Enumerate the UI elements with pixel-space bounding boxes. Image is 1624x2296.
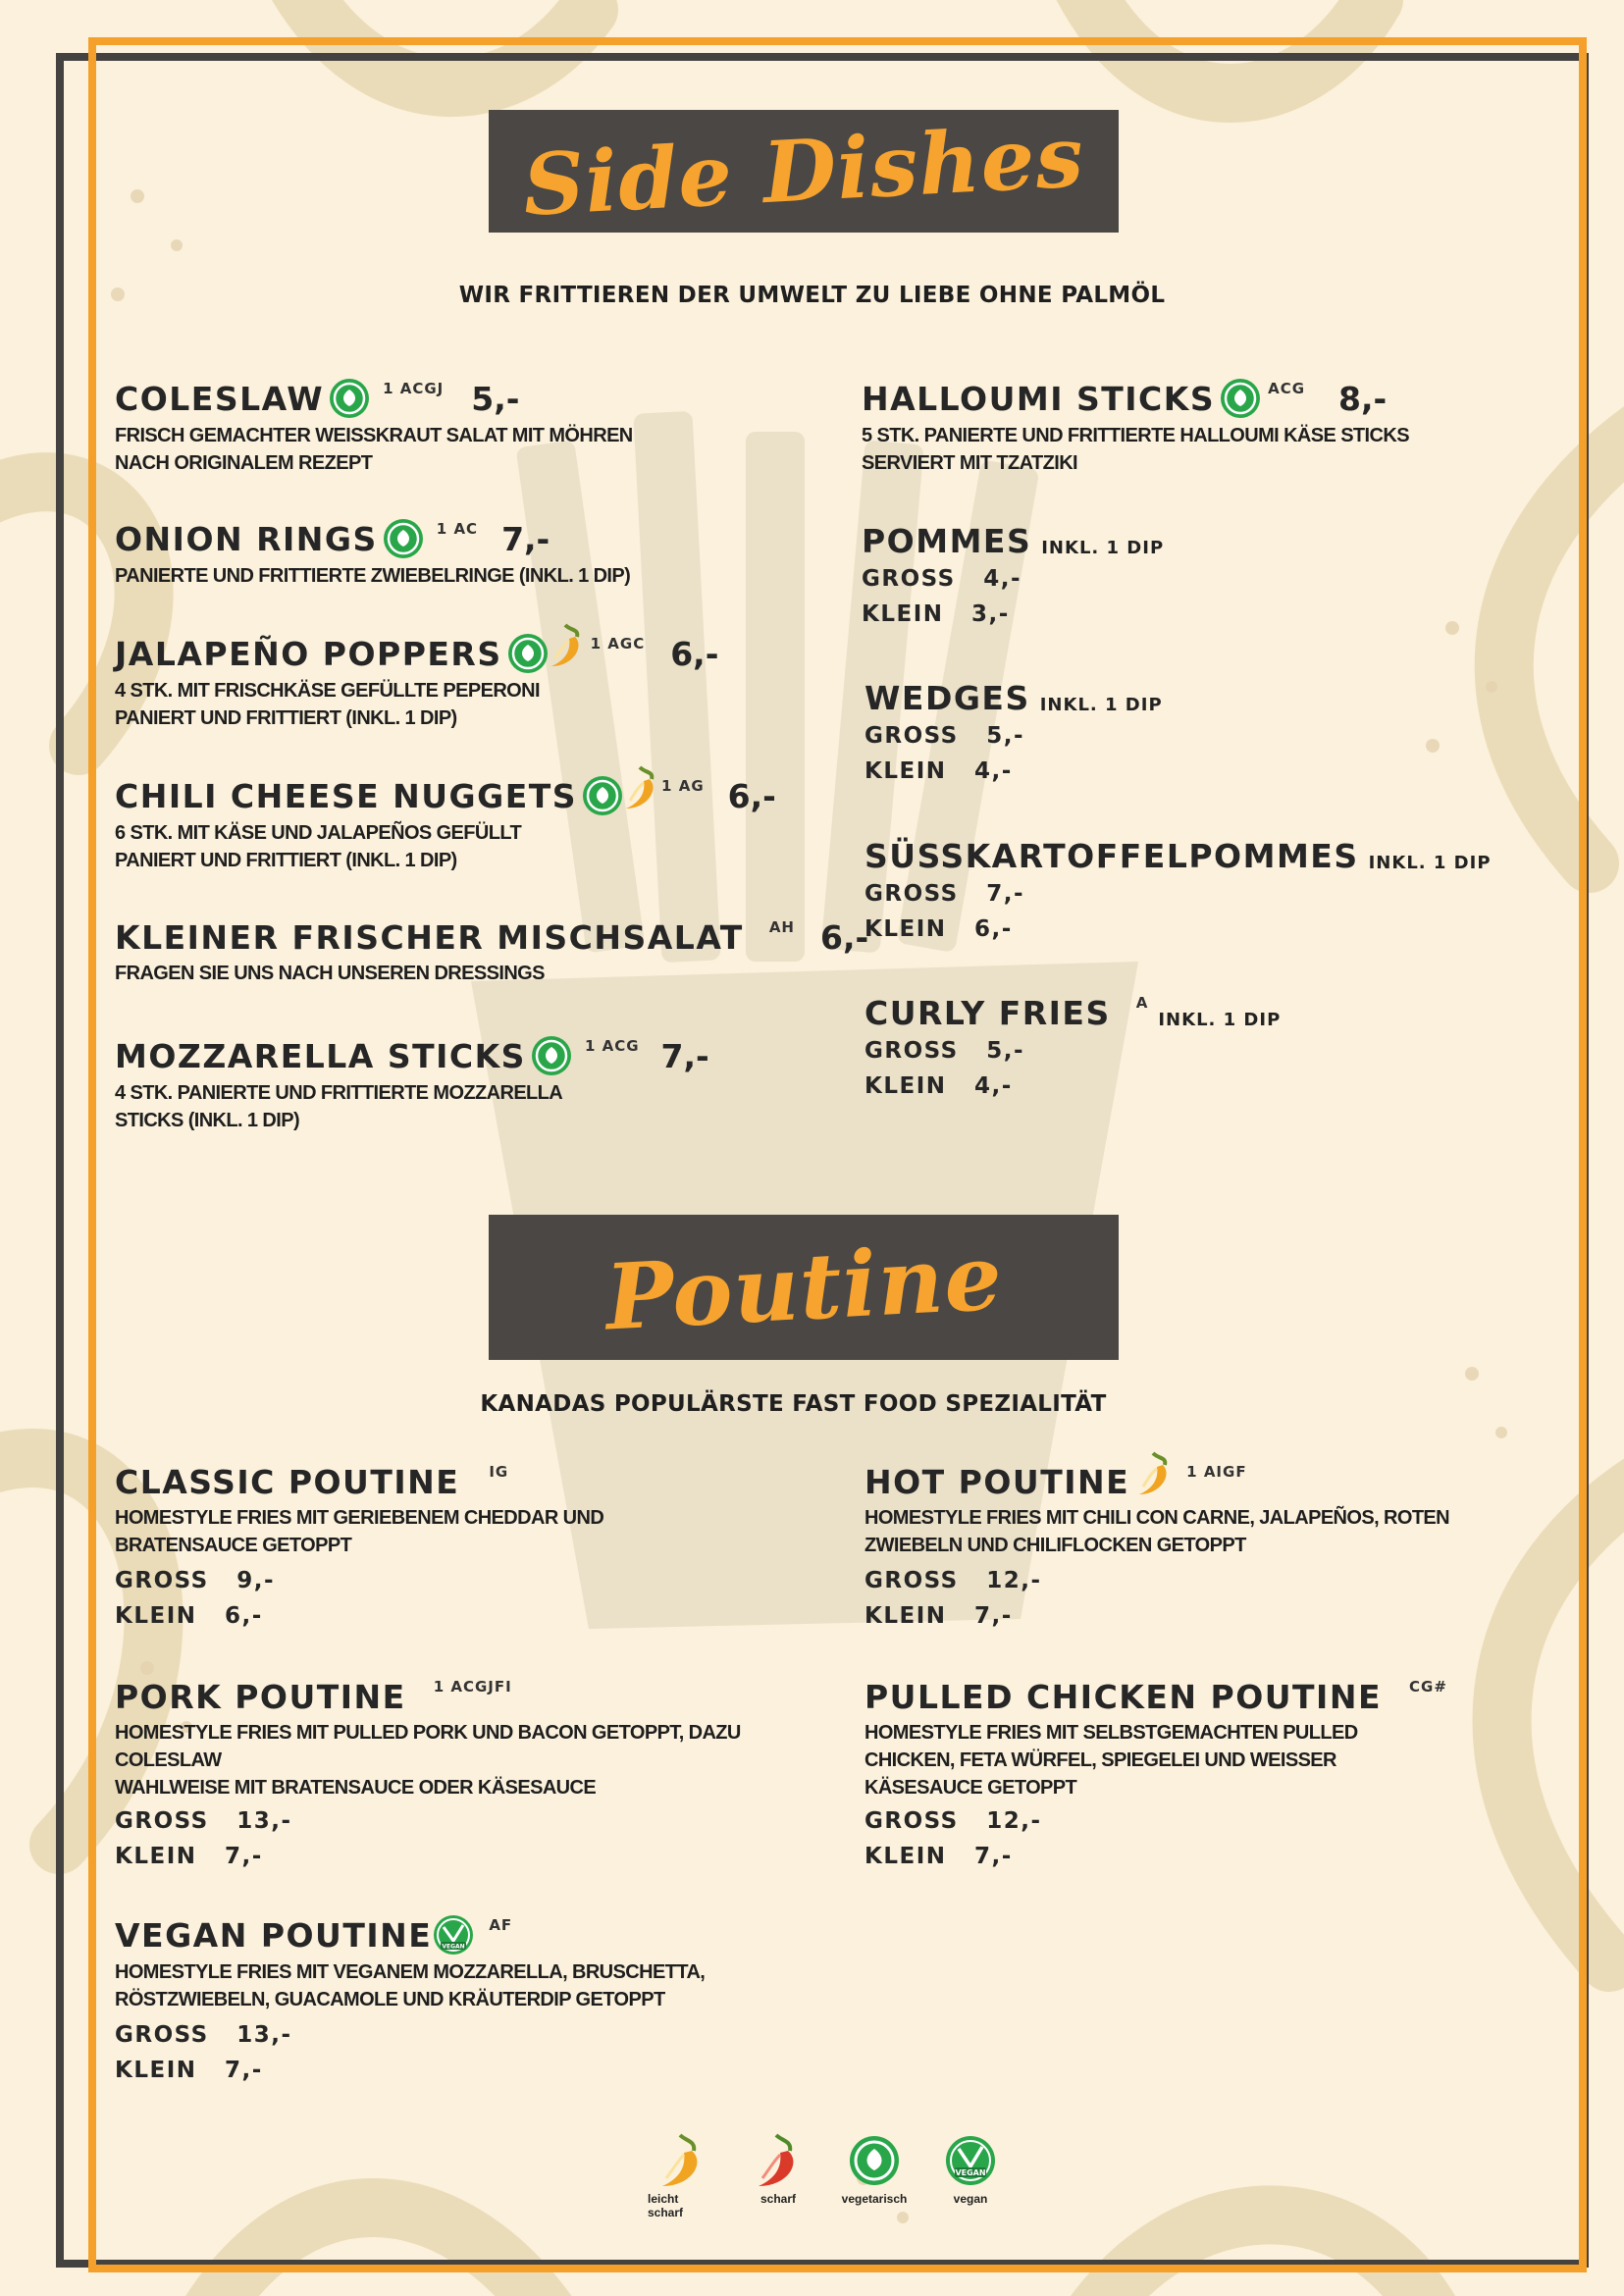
vegetarian-icon bbox=[328, 377, 371, 420]
poutine-banner bbox=[489, 1215, 1119, 1360]
svg-text:VEGAN: VEGAN bbox=[955, 2168, 986, 2177]
desc-line: HOMESTYLE FRIES MIT CHILI CON CARNE, JALAPEÑOS, ROTEN bbox=[864, 1507, 1450, 1529]
legend-label: scharf bbox=[760, 2192, 797, 2206]
item-name: PULLED CHICKEN POUTINE bbox=[864, 1678, 1383, 1716]
item-allergens: IG bbox=[489, 1463, 509, 1481]
desc-line: KÄSESAUCE GETOPPT bbox=[864, 1777, 1077, 1799]
item-name: ONION RINGS bbox=[115, 520, 378, 558]
item-name: KLEINER FRISCHER MISCHSALAT bbox=[115, 918, 744, 957]
item-note: INKL. 1 DIP bbox=[1039, 695, 1163, 715]
vegan-icon bbox=[432, 1913, 475, 1957]
desc-line: HOMESTYLE FRIES MIT SELBSTGEMACHTEN PULLED bbox=[864, 1722, 1358, 1744]
item-name: PORK POUTINE bbox=[115, 1678, 406, 1716]
menu-item-classic-poutine bbox=[115, 1463, 603, 1634]
item-allergens: ACG bbox=[1268, 380, 1306, 397]
item-allergens: A bbox=[1135, 994, 1149, 1012]
item-description bbox=[862, 422, 1409, 477]
desc-line: BRATENSAUCE GETOPPT bbox=[115, 1535, 352, 1556]
menu-item-onion-rings bbox=[115, 520, 630, 590]
vegan-icon bbox=[943, 2131, 998, 2190]
desc-line: PANIERTE UND FRITTIERTE ZWIEBELRINGE (INKL. 1 DIP) bbox=[115, 565, 631, 587]
desc-line: NACH ORIGINALEM REZEPT bbox=[115, 452, 373, 474]
item-price: 6,- bbox=[727, 777, 776, 815]
item-name: CURLY FRIES bbox=[864, 994, 1111, 1032]
desc-line: 5 STK. PANIERTE UND FRITTIERTE HALLOUMI KÄSE STICKS bbox=[862, 425, 1409, 446]
side-dishes-title: Side Dishes bbox=[520, 107, 1087, 235]
item-description bbox=[864, 1504, 1449, 1559]
vegetarian-icon bbox=[506, 632, 550, 675]
desc-line: 6 STK. MIT KÄSE UND JALAPEÑOS GEFÜLLT bbox=[115, 822, 522, 844]
legend-item-vegan bbox=[936, 2131, 1005, 2219]
desc-line: WAHLWEISE MIT BRATENSAUCE ODER KÄSESAUCE bbox=[115, 1777, 597, 1799]
desc-line: HOMESTYLE FRIES MIT GERIEBENEM CHEDDAR UND bbox=[115, 1507, 604, 1529]
vegetarian-icon bbox=[382, 517, 425, 560]
price-small: KLEIN 7,- bbox=[115, 2058, 263, 2083]
desc-line: PANIERT UND FRITTIERT (INKL. 1 DIP) bbox=[115, 850, 457, 871]
desc-line: RÖSTZWIEBELN, GUACAMOLE UND KRÄUTERDIP GETOPPT bbox=[115, 1989, 665, 2010]
item-note: INKL. 1 DIP bbox=[1041, 538, 1165, 558]
svg-text:VEGAN: VEGAN bbox=[442, 1943, 465, 1951]
item-description bbox=[115, 819, 776, 874]
desc-line: FRISCH GEMACHTER WEISSKRAUT SALAT MIT MÖHREN bbox=[115, 425, 633, 446]
legend-item-mild bbox=[648, 2131, 716, 2219]
legend-label: leicht scharf bbox=[648, 2192, 684, 2219]
item-price: 7,- bbox=[660, 1037, 709, 1075]
price-large: GROSS 13,- bbox=[115, 2022, 292, 2048]
menu-item-pommes bbox=[862, 522, 1164, 632]
item-name: VEGAN POUTINE bbox=[115, 1916, 433, 1955]
item-price: 6,- bbox=[819, 918, 869, 957]
menu-item-coleslaw bbox=[115, 380, 633, 477]
desc-line: 4 STK. PANIERTE UND FRITTIERTE MOZZARELLA bbox=[115, 1082, 563, 1104]
item-name: WEDGES bbox=[864, 679, 1030, 717]
price-large: GROSS 9,- bbox=[115, 1568, 276, 1593]
item-name: HALLOUMI STICKS bbox=[862, 380, 1216, 418]
mild-chili-icon bbox=[1133, 1449, 1175, 1498]
menu-item-hot-poutine bbox=[864, 1463, 1449, 1634]
side-dishes-banner bbox=[489, 107, 1119, 235]
item-description bbox=[115, 422, 633, 477]
menu-item-wedges bbox=[864, 679, 1163, 789]
price-large: GROSS 5,- bbox=[864, 723, 1025, 749]
desc-line: SERVIERT MIT TZATZIKI bbox=[862, 452, 1077, 474]
menu-item-vegan-poutine bbox=[115, 1916, 705, 2088]
desc-line: FRAGEN SIE UNS NACH UNSEREN DRESSINGS bbox=[115, 963, 545, 984]
menu-item-halloumi-sticks bbox=[862, 380, 1409, 477]
vegetarian-icon bbox=[530, 1034, 573, 1077]
price-small: KLEIN 7,- bbox=[115, 1844, 263, 1869]
item-allergens: 1 AG bbox=[661, 777, 705, 795]
item-description bbox=[115, 677, 718, 732]
side-dishes-subtitle: WIR FRITTIEREN DER UMWELT ZU LIEBE OHNE PALMÖL bbox=[458, 283, 1166, 308]
price-small: KLEIN 6,- bbox=[864, 916, 1013, 942]
legend-item-vegetarian bbox=[840, 2131, 909, 2219]
item-price: 6,- bbox=[670, 635, 719, 673]
item-price: 8,- bbox=[1338, 380, 1388, 418]
menu-item-suesskartoffelpommes bbox=[864, 837, 1492, 947]
desc-line: 4 STK. MIT FRISCHKÄSE GEFÜLLTE PEPERONI bbox=[115, 680, 540, 702]
desc-line: STICKS (INKL. 1 DIP) bbox=[115, 1110, 300, 1131]
mild-chili-icon bbox=[546, 621, 587, 670]
item-allergens: AF bbox=[489, 1916, 513, 1934]
icon-legend bbox=[648, 2131, 1005, 2219]
menu-item-chili-cheese-nuggets bbox=[115, 777, 776, 874]
desc-line: HOMESTYLE FRIES MIT PULLED PORK UND BACON GETOPPT, DAZU bbox=[115, 1722, 741, 1744]
item-allergens: 1 AIGF bbox=[1186, 1463, 1247, 1481]
item-name: JALAPEÑO POPPERS bbox=[115, 635, 502, 673]
price-small: KLEIN 6,- bbox=[115, 1603, 263, 1629]
item-price: 7,- bbox=[501, 520, 550, 558]
item-name: POMMES bbox=[862, 522, 1032, 560]
price-large: GROSS 5,- bbox=[864, 1038, 1025, 1064]
menu-item-pork-poutine bbox=[115, 1678, 741, 1874]
price-large: GROSS 13,- bbox=[115, 1808, 292, 1834]
item-price: 5,- bbox=[471, 380, 520, 418]
desc-line: COLESLAW bbox=[115, 1749, 222, 1771]
item-description bbox=[115, 960, 868, 987]
poutine-title: Poutine bbox=[602, 1224, 1005, 1351]
menu-item-mozzarella-sticks bbox=[115, 1037, 709, 1134]
item-allergens: 1 ACG bbox=[584, 1037, 640, 1055]
item-note: INKL. 1 DIP bbox=[1368, 853, 1492, 873]
item-allergens: 1 ACGJ bbox=[383, 380, 445, 397]
price-small: KLEIN 7,- bbox=[864, 1603, 1013, 1629]
item-description bbox=[115, 562, 630, 590]
hot-chili-icon bbox=[751, 2131, 806, 2190]
item-description bbox=[115, 1504, 603, 1559]
item-description bbox=[115, 1079, 709, 1134]
item-description bbox=[115, 1719, 741, 1801]
poutine-subtitle: KANADAS POPULÄRSTE FAST FOOD SPEZIALITÄT bbox=[480, 1391, 1107, 1417]
item-allergens: 1 AGC bbox=[590, 635, 646, 652]
item-description bbox=[115, 1958, 705, 2013]
price-large: GROSS 12,- bbox=[864, 1808, 1042, 1834]
desc-line: CHICKEN, FETA WÜRFEL, SPIEGELEI UND WEISSER bbox=[864, 1749, 1336, 1771]
menu-item-mischsalat bbox=[115, 918, 868, 987]
item-name: COLESLAW bbox=[115, 380, 325, 418]
item-name: CLASSIC POUTINE bbox=[115, 1463, 460, 1501]
item-allergens: CG# bbox=[1409, 1678, 1447, 1696]
item-name: SÜSSKARTOFFELPOMMES bbox=[864, 837, 1359, 875]
item-allergens: 1 ACGJFI bbox=[433, 1678, 512, 1696]
price-small: KLEIN 3,- bbox=[862, 601, 1010, 627]
desc-line: PANIERT UND FRITTIERT (INKL. 1 DIP) bbox=[115, 707, 457, 729]
vegetarian-icon bbox=[847, 2131, 902, 2190]
item-allergens: 1 AC bbox=[436, 520, 479, 538]
menu-item-jalapeno-poppers bbox=[115, 635, 718, 732]
price-large: GROSS 4,- bbox=[862, 566, 1022, 592]
vegetarian-icon bbox=[1219, 377, 1262, 420]
item-note: INKL. 1 DIP bbox=[1158, 1010, 1282, 1030]
mild-chili-icon bbox=[655, 2131, 709, 2190]
item-description bbox=[864, 1719, 1447, 1801]
item-name: HOT POUTINE bbox=[864, 1463, 1130, 1501]
legend-item-hot bbox=[744, 2131, 812, 2219]
item-allergens: AH bbox=[768, 918, 795, 936]
price-small: KLEIN 4,- bbox=[864, 758, 1013, 784]
legend-label: vegetarisch bbox=[841, 2192, 908, 2206]
desc-line: HOMESTYLE FRIES MIT VEGANEM MOZZARELLA, BRUSCHETTA, bbox=[115, 1961, 706, 1983]
menu-item-curly-fries bbox=[864, 994, 1281, 1104]
mild-chili-icon bbox=[620, 763, 661, 812]
vegetarian-icon bbox=[581, 774, 624, 817]
price-large: GROSS 12,- bbox=[864, 1568, 1042, 1593]
legend-label: vegan bbox=[953, 2192, 988, 2206]
price-small: KLEIN 7,- bbox=[864, 1844, 1013, 1869]
price-small: KLEIN 4,- bbox=[864, 1073, 1013, 1099]
desc-line: ZWIEBELN UND CHILIFLOCKEN GETOPPT bbox=[864, 1535, 1246, 1556]
item-name: CHILI CHEESE NUGGETS bbox=[115, 777, 578, 815]
item-name: MOZZARELLA STICKS bbox=[115, 1037, 526, 1075]
menu-item-pulled-chicken-poutine bbox=[864, 1678, 1447, 1874]
price-large: GROSS 7,- bbox=[864, 881, 1025, 907]
